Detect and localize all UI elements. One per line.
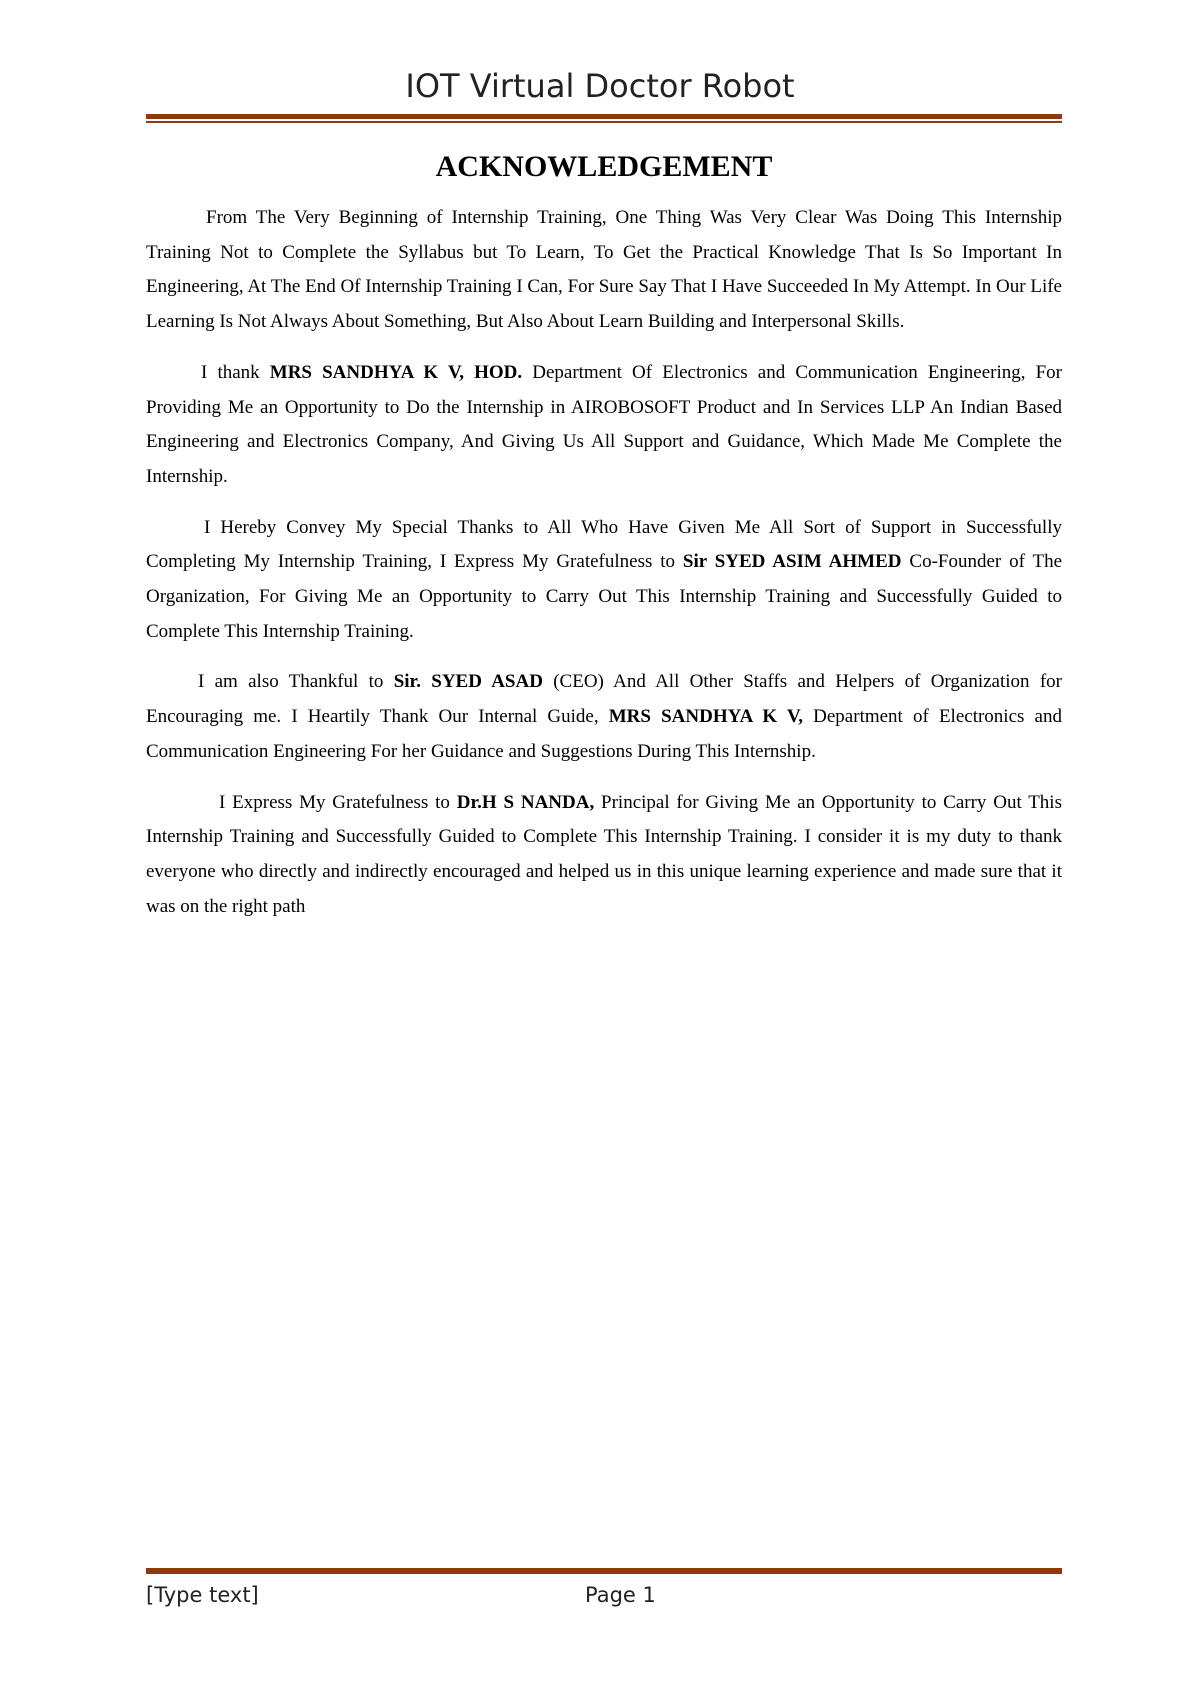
header-rule-thick [146, 114, 1062, 119]
footer-placeholder-text[interactable]: [Type text] [146, 1583, 259, 1607]
paragraph-text: (CEO) And All Other Staffs and Helpers of Organization for Encouraging me. I Heartily Thank Our Internal Guide, [146, 671, 1062, 728]
paragraph-text: From The Very Beginning of Internship Training, One Thing Was Very Clear Was Doing This Internship Training Not to Complete the Syllabus but To Learn, To Get the Practical Knowledge That Is So Important In Engineering, At The End Of Internship Training I Can, For Sure Say That I Have Succeeded In My Attempt. In Our Life Learning Is Not Always About Something, But Also About Learn Building and Interpersonal Skills. [146, 207, 1062, 333]
header-title: IOT Virtual Doctor Robot [405, 67, 795, 105]
paragraph-text: I Hereby Convey My Special Thanks to All Who Have Given Me All Sort of Support in Successfully Completing My Internship Training, I Express My Gratefulness to [146, 516, 1062, 573]
paragraph-text: I am also Thankful to [198, 671, 394, 693]
paragraph-2 [146, 356, 1062, 495]
paragraph-text: Department of Electronics and Communication Engineering For her Guidance and Suggestions During This Internship. [146, 706, 1062, 762]
paragraph-text: I Express My Gratefulness to [219, 791, 457, 813]
header-rule-thin [146, 121, 1062, 123]
paragraph-4 [146, 665, 1062, 769]
paragraph-3 [146, 511, 1062, 650]
bold-name-text: Dr.H S NANDA, [456, 791, 595, 813]
bold-name-text: MRS SANDHYA K V, HOD. [269, 361, 523, 383]
paragraph-5 [146, 786, 1062, 925]
paragraph-text: Department Of Electronics and Communication Engineering, For Providing Me an Opportunity to Do the Internship in AIROBOSOFT Product and In Services LLP An Indian Based Engineering and Electronics Company, And Giving Us All Support and Guidance, Which Made Me Complete the Internship. [146, 361, 1063, 487]
footer-page-number: Page 1 [585, 1583, 656, 1607]
bold-name-text: Sir SYED ASIM AHMED [682, 551, 902, 573]
footer-rule [146, 1568, 1062, 1574]
document-heading: ACKNOWLEDGEMENT [435, 150, 773, 183]
document-body [146, 201, 1062, 940]
paragraph-text: Co-Founder of The Organization, For Giving Me an Opportunity to Carry Out This Internship Training and Successfully Guided to Complete This Internship Training. [146, 551, 1063, 642]
paragraph-text: Principal for Giving Me an Opportunity to Carry Out This Internship Training and Successfully Guided to Complete This Internship Training. I consider it is my duty to thank everyone who directly and indirectly encouraged and helped us in this unique learning experience and made sure that it was on the right path [146, 791, 1062, 917]
bold-name-text: Sir. SYED ASAD [393, 671, 543, 693]
bold-name-text: MRS SANDHYA K V, [608, 706, 804, 728]
paragraph-1 [146, 201, 1062, 340]
paragraph-text: I thank [201, 361, 270, 383]
